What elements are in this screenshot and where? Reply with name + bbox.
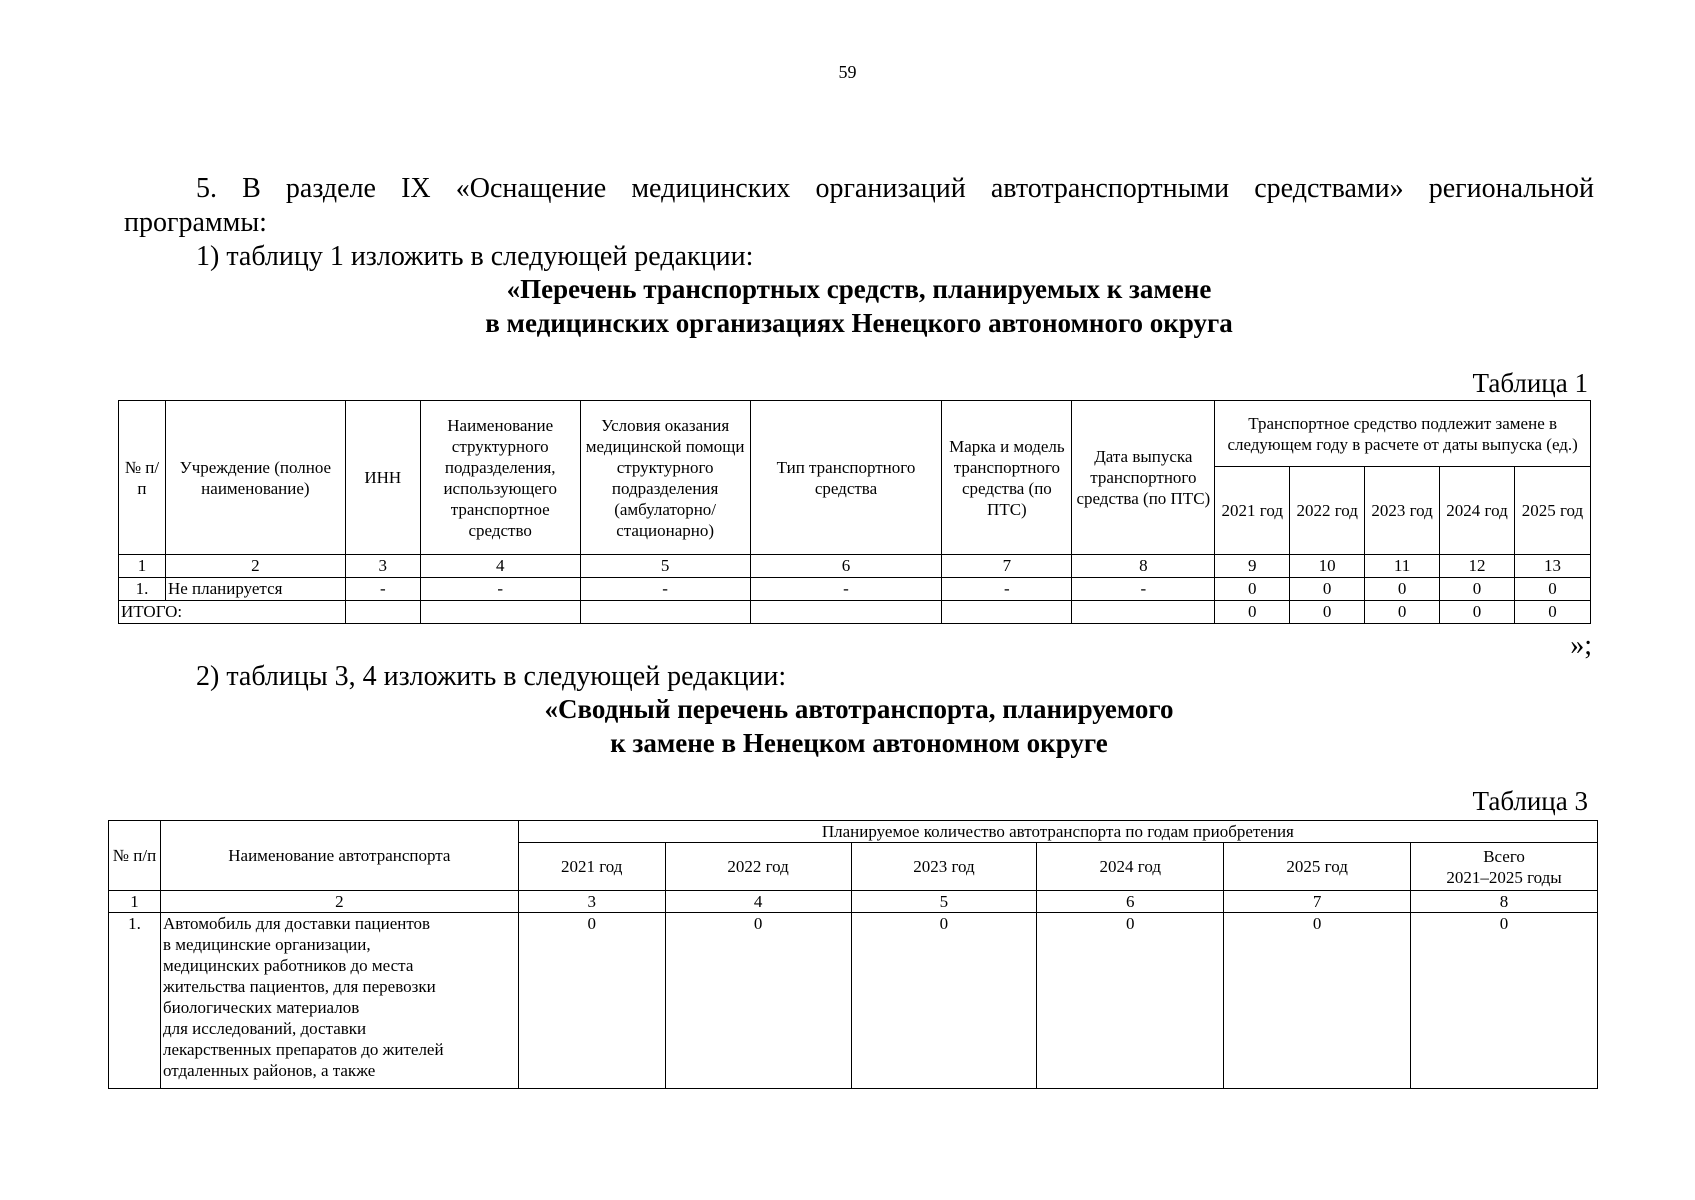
cell: 0 (1365, 578, 1440, 601)
column-number: 3 (518, 891, 665, 913)
column-number: 13 (1514, 555, 1590, 578)
table1-caption: Таблица 1 (1472, 368, 1588, 398)
header-year-2021: 2021 год (1215, 467, 1290, 555)
table1-heading-line-1: «Перечень транспортных средств, планируемых к замене (506, 274, 1212, 304)
table-row (109, 913, 1598, 1089)
header-vehicle-type: Тип транспортного средства (750, 401, 942, 555)
column-numbers-row (109, 891, 1598, 913)
column-number: 9 (1215, 555, 1290, 578)
column-number: 10 (1290, 555, 1365, 578)
cell: 0 (1514, 578, 1590, 601)
table3-caption: Таблица 3 (1472, 786, 1588, 816)
cell: 0 (1290, 578, 1365, 601)
total-value: 0 (1440, 601, 1515, 624)
cell: 0 (1037, 913, 1224, 1089)
column-numbers-row (119, 555, 1591, 578)
header-year-2025: 2025 год (1224, 843, 1411, 891)
cell: 1. (109, 913, 161, 1089)
cell (942, 601, 1072, 624)
column-number: 11 (1365, 555, 1440, 578)
column-number: 8 (1411, 891, 1598, 913)
table-1 (118, 400, 1591, 624)
cell (580, 601, 750, 624)
header-total-label: Всего (1483, 846, 1525, 866)
table3-heading-line-2: к замене в Ненецком автономном округе (610, 728, 1108, 758)
header-year-2023: 2023 год (851, 843, 1037, 891)
column-number: 2 (165, 555, 345, 578)
cell (1072, 601, 1215, 624)
header-department: Наименование структурного подразделения, использующего транспортное средство (420, 401, 580, 555)
header-num: № п/п (109, 821, 161, 891)
column-number: 7 (942, 555, 1072, 578)
vehicle-name-line: жительства пациентов, для перевозки (162, 977, 436, 996)
header-inn: ИНН (345, 401, 420, 555)
cell (345, 601, 420, 624)
total-value: 0 (1514, 601, 1590, 624)
cell: 1. (119, 578, 166, 601)
header-year-2024: 2024 год (1037, 843, 1224, 891)
cell: - (1072, 578, 1215, 601)
table-row (119, 578, 1591, 601)
table3-heading-line-1: «Сводный перечень автотранспорта, планируемого (544, 694, 1174, 724)
column-number: 4 (665, 891, 851, 913)
table1-closing-quote: »; (1570, 630, 1592, 661)
column-number: 2 (160, 891, 518, 913)
cell: - (580, 578, 750, 601)
cell: - (420, 578, 580, 601)
column-number: 7 (1224, 891, 1411, 913)
table-3 (108, 820, 1598, 1089)
cell: Не планируется (165, 578, 345, 601)
total-value: 0 (1215, 601, 1290, 624)
column-number: 8 (1072, 555, 1215, 578)
total-row (119, 601, 1591, 624)
item-2-text: 2) таблицы 3, 4 изложить в следующей редакции: (196, 661, 787, 692)
header-name: Наименование автотранспорта (160, 821, 518, 891)
header-year-2021: 2021 год (518, 843, 665, 891)
column-number: 1 (109, 891, 161, 913)
vehicle-name-line: в медицинские организации, (162, 935, 371, 954)
cell (420, 601, 580, 624)
column-number: 6 (1037, 891, 1224, 913)
total-value: 0 (1290, 601, 1365, 624)
cell: - (345, 578, 420, 601)
header-total-range: 2021–2025 годы (1446, 867, 1562, 887)
column-number: 6 (750, 555, 942, 578)
vehicle-name-line: Автомобиль для доставки пациентов (162, 914, 431, 933)
intro-line-2: программы: (124, 207, 267, 238)
header-brand-model: Марка и модель транспортного средства (по ПТС) (942, 401, 1072, 555)
cell: 0 (518, 913, 665, 1089)
cell: 0 (851, 913, 1037, 1089)
vehicle-name-line: лекарственных препаратов до жителей (162, 1040, 444, 1059)
item-1-text: 1) таблицу 1 изложить в следующей редакции: (196, 241, 754, 272)
intro-paragraph (124, 172, 1594, 240)
header-release-date: Дата выпуска транспортного средства (по ПТС) (1072, 401, 1215, 555)
cell (750, 601, 942, 624)
header-year-2023: 2023 год (1365, 467, 1440, 555)
column-number: 4 (420, 555, 580, 578)
header-year-2022: 2022 год (1290, 467, 1365, 555)
header-conditions: Условия оказания медицинской помощи структурного подразделения (амбулаторно/ стационарно) (580, 401, 750, 555)
vehicle-name-cell (160, 913, 518, 1089)
cell: 0 (1411, 913, 1598, 1089)
total-value: 0 (1365, 601, 1440, 624)
cell: - (750, 578, 942, 601)
column-number: 1 (119, 555, 166, 578)
header-num: № п/п (119, 401, 166, 555)
column-number: 3 (345, 555, 420, 578)
cell: 0 (1224, 913, 1411, 1089)
vehicle-name-line: биологических материалов (162, 998, 360, 1017)
header-group: Планируемое количество автотранспорта по годам приобретения (518, 821, 1597, 843)
header-year-2025: 2025 год (1514, 467, 1590, 555)
header-replacement-group: Транспортное средство подлежит замене в следующем году в расчете от даты выпуска (ед.) (1215, 401, 1591, 467)
intro-line-1: 5. В разделе IX «Оснащение медицинских организаций автотранспортными средствами» региональной (196, 173, 1594, 204)
column-number: 12 (1440, 555, 1515, 578)
header-total (1411, 843, 1598, 891)
header-year-2022: 2022 год (665, 843, 851, 891)
vehicle-name-line: медицинских работников до места (162, 956, 414, 975)
cell: 0 (1440, 578, 1515, 601)
cell: - (942, 578, 1072, 601)
cell: 0 (1215, 578, 1290, 601)
vehicle-name-line: отдаленных районов, а также (162, 1061, 376, 1080)
vehicle-name-line: для исследований, доставки (162, 1019, 367, 1038)
page-number: 59 (838, 62, 857, 82)
total-label: ИТОГО: (119, 601, 346, 624)
column-number: 5 (851, 891, 1037, 913)
cell: 0 (665, 913, 851, 1089)
column-number: 5 (580, 555, 750, 578)
header-year-2024: 2024 год (1440, 467, 1515, 555)
header-institution: Учреждение (полное наименование) (165, 401, 345, 555)
table1-heading-line-2: в медицинских организациях Ненецкого автономного округа (485, 308, 1233, 338)
